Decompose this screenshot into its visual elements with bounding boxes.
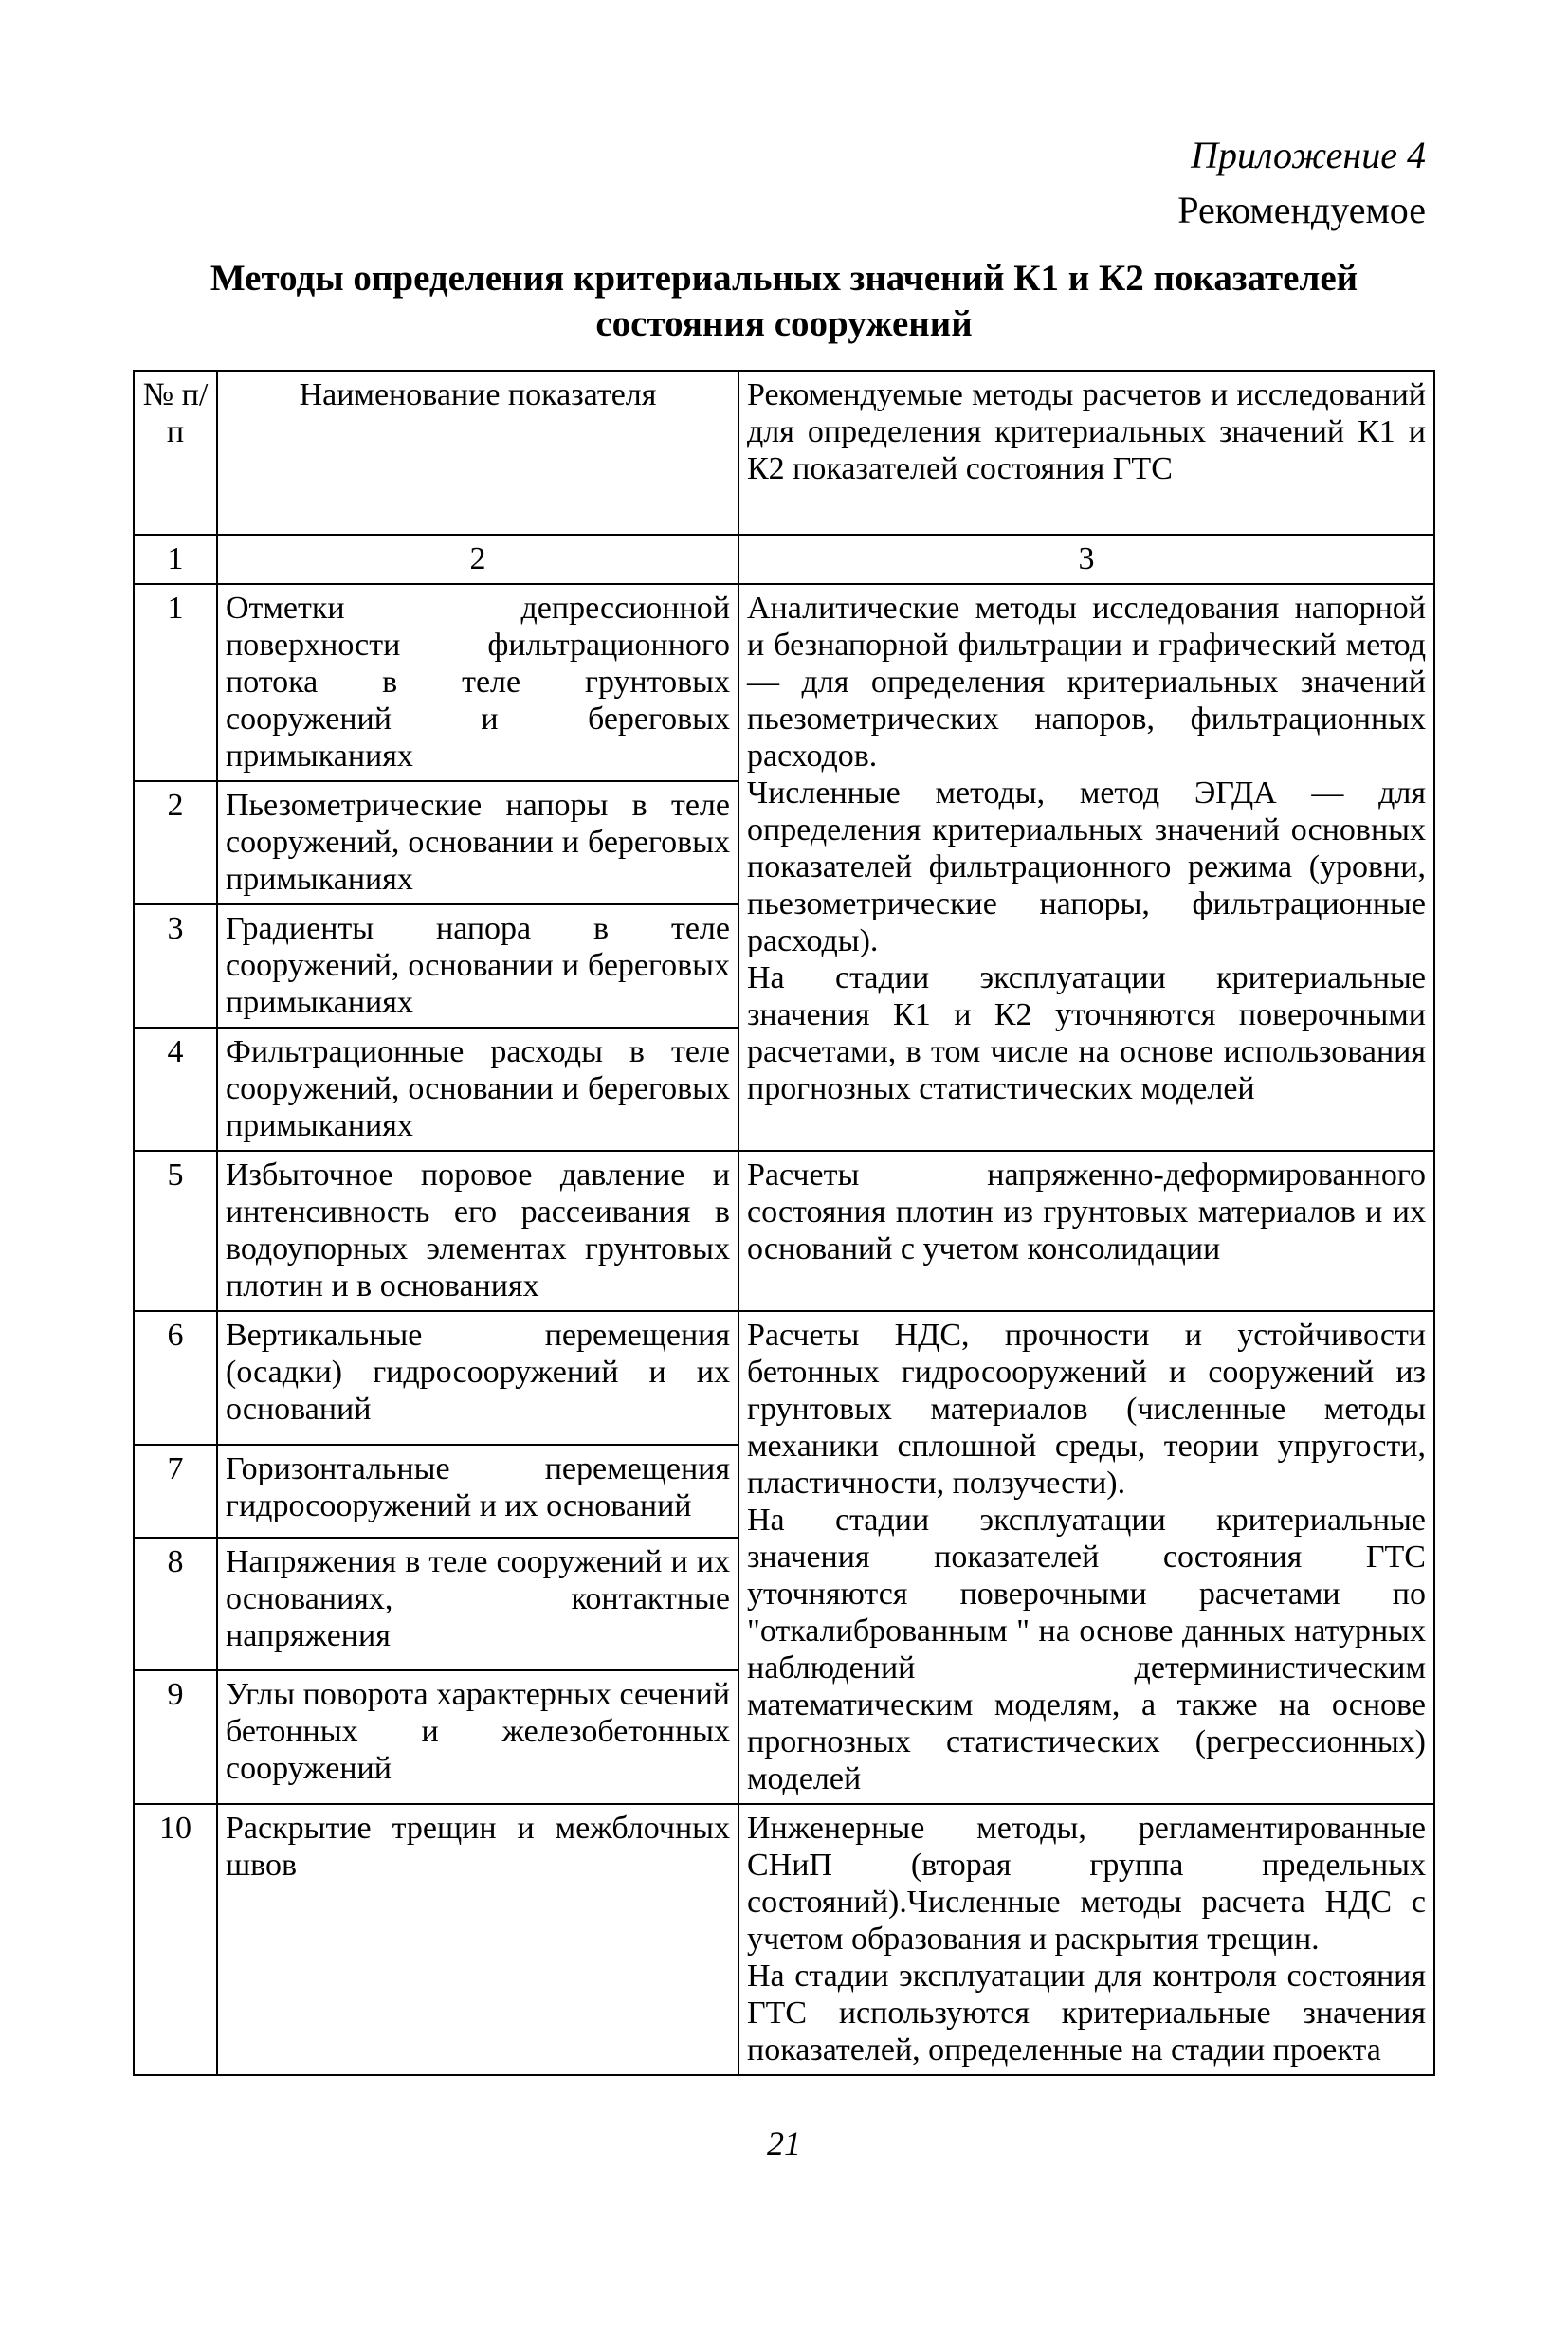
title-line-1: Методы определения критериальных значений К1 и К2 показателей	[210, 258, 1358, 299]
appendix-label: Приложение 4	[1191, 134, 1426, 176]
table-row	[134, 1804, 1434, 2075]
column-number: 2	[217, 535, 738, 584]
row-indicator: Напряжения в теле сооружений и их основаниях, контактные напряжения	[217, 1538, 738, 1671]
row-number: 6	[134, 1311, 217, 1445]
methods-paragraph: Расчеты НДС, прочности и устойчивости бетонных гидросооружений и сооружений из грунтовых материалов (численные методы механики сплошной среды, теории упругости, пластичности, ползучести).	[747, 1318, 1426, 1501]
recommended-label: Рекомендуемое	[1177, 189, 1426, 231]
header-methods: Рекомендуемые методы расчетов и исследований для определения критериальных значений К1 и К2 показателей состояния ГТС	[738, 371, 1434, 535]
row-indicator: Пьезометрические напоры в теле сооружений, основании и береговых примыканиях	[217, 781, 738, 904]
row-indicator: Избыточное поровое давление и интенсивность его рассеивания в водоупорных элементах грунтовых плотин и в основаниях	[217, 1151, 738, 1311]
row-indicator: Фильтрационные расходы в теле сооружений, основании и береговых примыканиях	[217, 1028, 738, 1151]
methods-paragraph: На стадии эксплуатации критериальные значения показателей состояния ГТС уточняются поверочными расчетами по "откалиброванным " на основе данных натурных наблюдений детерминистическим математическим моделям, а также на основе прогнозных статистических (регрессионных) моделей	[747, 1503, 1426, 1796]
page-number: 21	[767, 2124, 801, 2162]
methods-cell-filtration	[738, 584, 1434, 1151]
title-line-2: состояния сооружений	[595, 303, 973, 344]
methods-paragraph: Инженерные методы, регламентированные СНиП (вторая группа предельных состояний).Численные методы расчета НДС с учетом образования и раскрытия трещин.	[747, 1811, 1426, 1957]
column-number-row	[134, 535, 1434, 584]
column-number: 3	[738, 535, 1434, 584]
methods-cell-deformation	[738, 1311, 1434, 1804]
row-indicator: Градиенты напора в теле сооружений, основании и береговых примыканиях	[217, 904, 738, 1028]
header-indicator: Наименование показателя	[217, 371, 738, 535]
row-number: 5	[134, 1151, 217, 1311]
row-indicator: Вертикальные перемещения (осадки) гидросооружений и их оснований	[217, 1311, 738, 1445]
row-number: 10	[134, 1804, 217, 2075]
row-indicator: Раскрытие трещин и межблочных швов	[217, 1804, 738, 2075]
table-header-row	[134, 371, 1434, 535]
header-num: № п/п	[134, 371, 217, 535]
row-number: 8	[134, 1538, 217, 1671]
table-row	[134, 584, 1434, 781]
row-number: 7	[134, 1445, 217, 1538]
methods-cell-cracks	[738, 1804, 1434, 2075]
methods-paragraph: На стадии эксплуатации критериальные значения К1 и К2 уточняются поверочными расчетами, в том числе на основе использования прогнозных статистических моделей	[747, 960, 1426, 1106]
row-number: 1	[134, 584, 217, 781]
table-row	[134, 1311, 1434, 1445]
column-number: 1	[134, 535, 217, 584]
criteria-methods-table	[133, 370, 1435, 2076]
row-indicator: Горизонтальные перемещения гидросооружений и их оснований	[217, 1445, 738, 1538]
row-number: 9	[134, 1670, 217, 1804]
row-number: 4	[134, 1028, 217, 1151]
row-indicator: Отметки депрессионной поверхности фильтрационного потока в теле грунтовых сооружений и береговых примыканиях	[217, 584, 738, 781]
methods-cell-consolidation: Расчеты напряженно-деформированного состояния плотин из грунтовых материалов и их оснований с учетом консолидации	[738, 1151, 1434, 1311]
document-title	[152, 256, 1416, 347]
row-number: 2	[134, 781, 217, 904]
methods-paragraph: Численные методы, метод ЭГДА — для определения критериальных значений основных показателей фильтрационного режима (уровни, пьезометрические напоры, фильтрационные расходы).	[747, 775, 1426, 958]
row-indicator: Углы поворота характерных сечений бетонных и железобетонных сооружений	[217, 1670, 738, 1804]
methods-paragraph: На стадии эксплуатации для контроля состояния ГТС используются критериальные значения показателей, определенные на стадии проекта	[747, 1959, 1426, 2068]
row-number: 3	[134, 904, 217, 1028]
methods-paragraph: Аналитические методы исследования напорной и безнапорной фильтрации и графический метод — для определения критериальных значений пьезометрических напоров, фильтрационных расходов.	[747, 591, 1426, 774]
table-row	[134, 1151, 1434, 1311]
